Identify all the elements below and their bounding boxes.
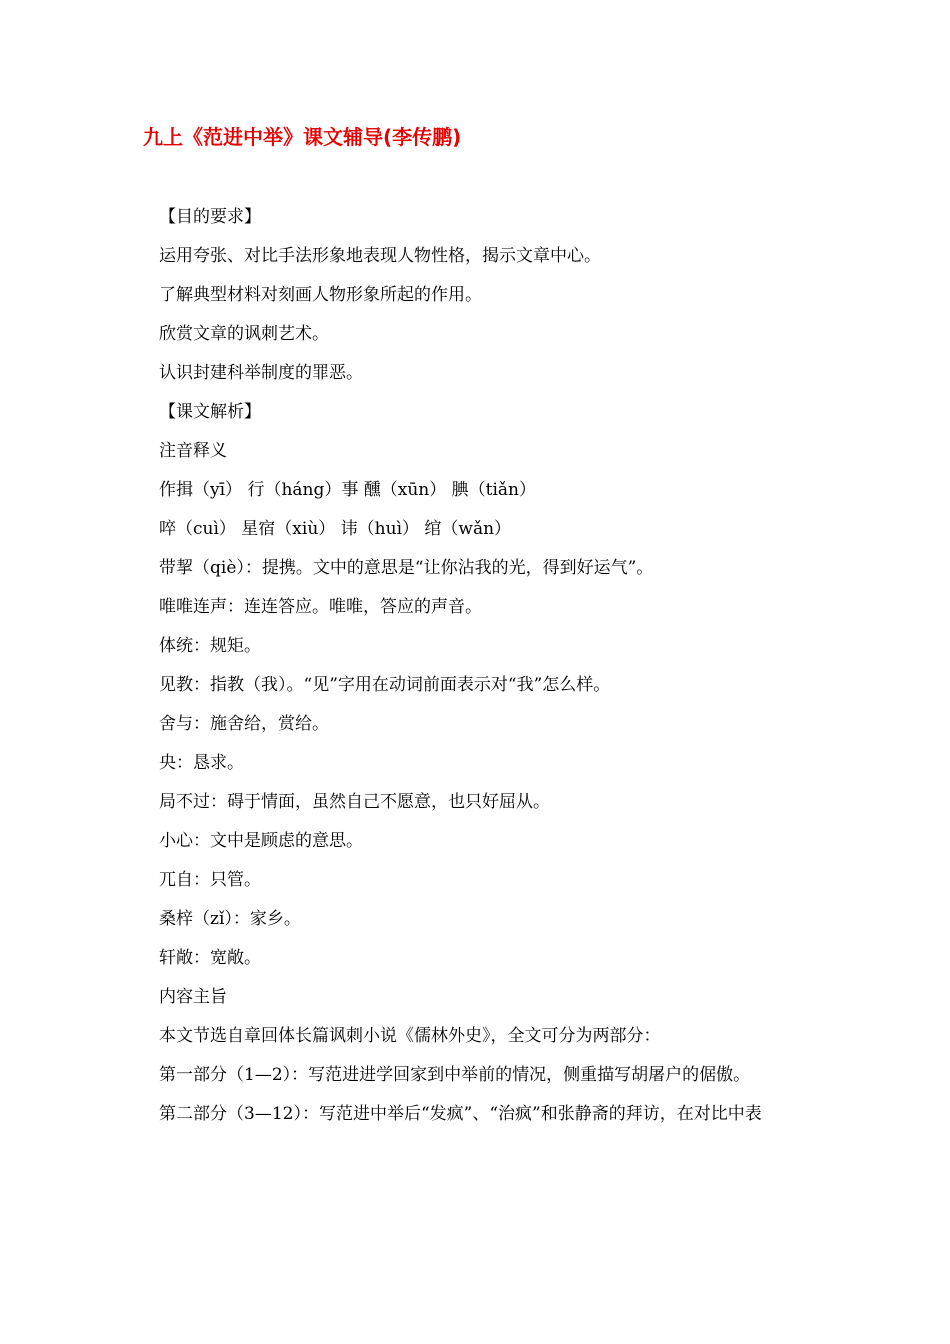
body-line: 带挈（qiè）：提携。文中的意思是“让你沾我的光，得到好运气”。 xyxy=(159,558,654,578)
body-line: 桑梓（zǐ）：家乡。 xyxy=(159,909,301,929)
document-body xyxy=(143,198,808,1134)
body-line: 体统：规矩。 xyxy=(159,636,261,656)
document-title: 九上《范进中举》课文辅导(李传鹏) xyxy=(143,125,462,149)
section-heading-analysis: 【课文解析】 xyxy=(159,402,261,422)
body-line: 轩敞：宽敞。 xyxy=(159,948,261,968)
body-line: 唯唯连声：连连答应。唯唯，答应的声音。 xyxy=(159,597,482,617)
body-line: 兀自：只管。 xyxy=(159,870,261,890)
body-line: 见教：指教（我）。“见”字用在动词前面表示对“我”怎么样。 xyxy=(159,675,611,695)
body-line: 舍与：施舍给，赏给。 xyxy=(159,714,329,734)
body-paragraph: 第二部分（3—12）：写范进中举后“发疯”、“治疯”和张静斋的拜访，在对比中表 xyxy=(159,1104,762,1124)
body-line: 局不过：碍于情面，虽然自己不愿意，也只好屈从。 xyxy=(159,792,550,812)
body-line: 运用夸张、对比手法形象地表现人物性格，揭示文章中心。 xyxy=(159,246,601,266)
body-line: 认识封建科举制度的罪恶。 xyxy=(159,363,363,383)
subheading-pronunciation: 注音释义 xyxy=(159,441,227,461)
body-line: 本文节选自章回体长篇讽刺小说《儒林外史》，全文可分为两部分： xyxy=(159,1026,661,1046)
body-line: 央：恳求。 xyxy=(159,753,244,773)
body-line: 啐（cuì） 星宿（xiù） 讳（huì） 绾（wǎn） xyxy=(159,519,512,539)
body-paragraph: 第一部分（1—2）：写范进进学回家到中举前的情况，侧重描写胡屠户的倨傲。 xyxy=(159,1065,751,1085)
body-line: 作揖（yī） 行（háng）事 醺（xūn） 腆（tiǎn） xyxy=(159,480,537,500)
section-heading-goals: 【目的要求】 xyxy=(159,207,261,227)
body-line: 欣赏文章的讽刺艺术。 xyxy=(159,324,329,344)
subheading-content-theme: 内容主旨 xyxy=(159,987,227,1007)
body-line: 了解典型材料对刻画人物形象所起的作用。 xyxy=(159,285,482,305)
body-line: 小心：文中是顾虑的意思。 xyxy=(159,831,363,851)
